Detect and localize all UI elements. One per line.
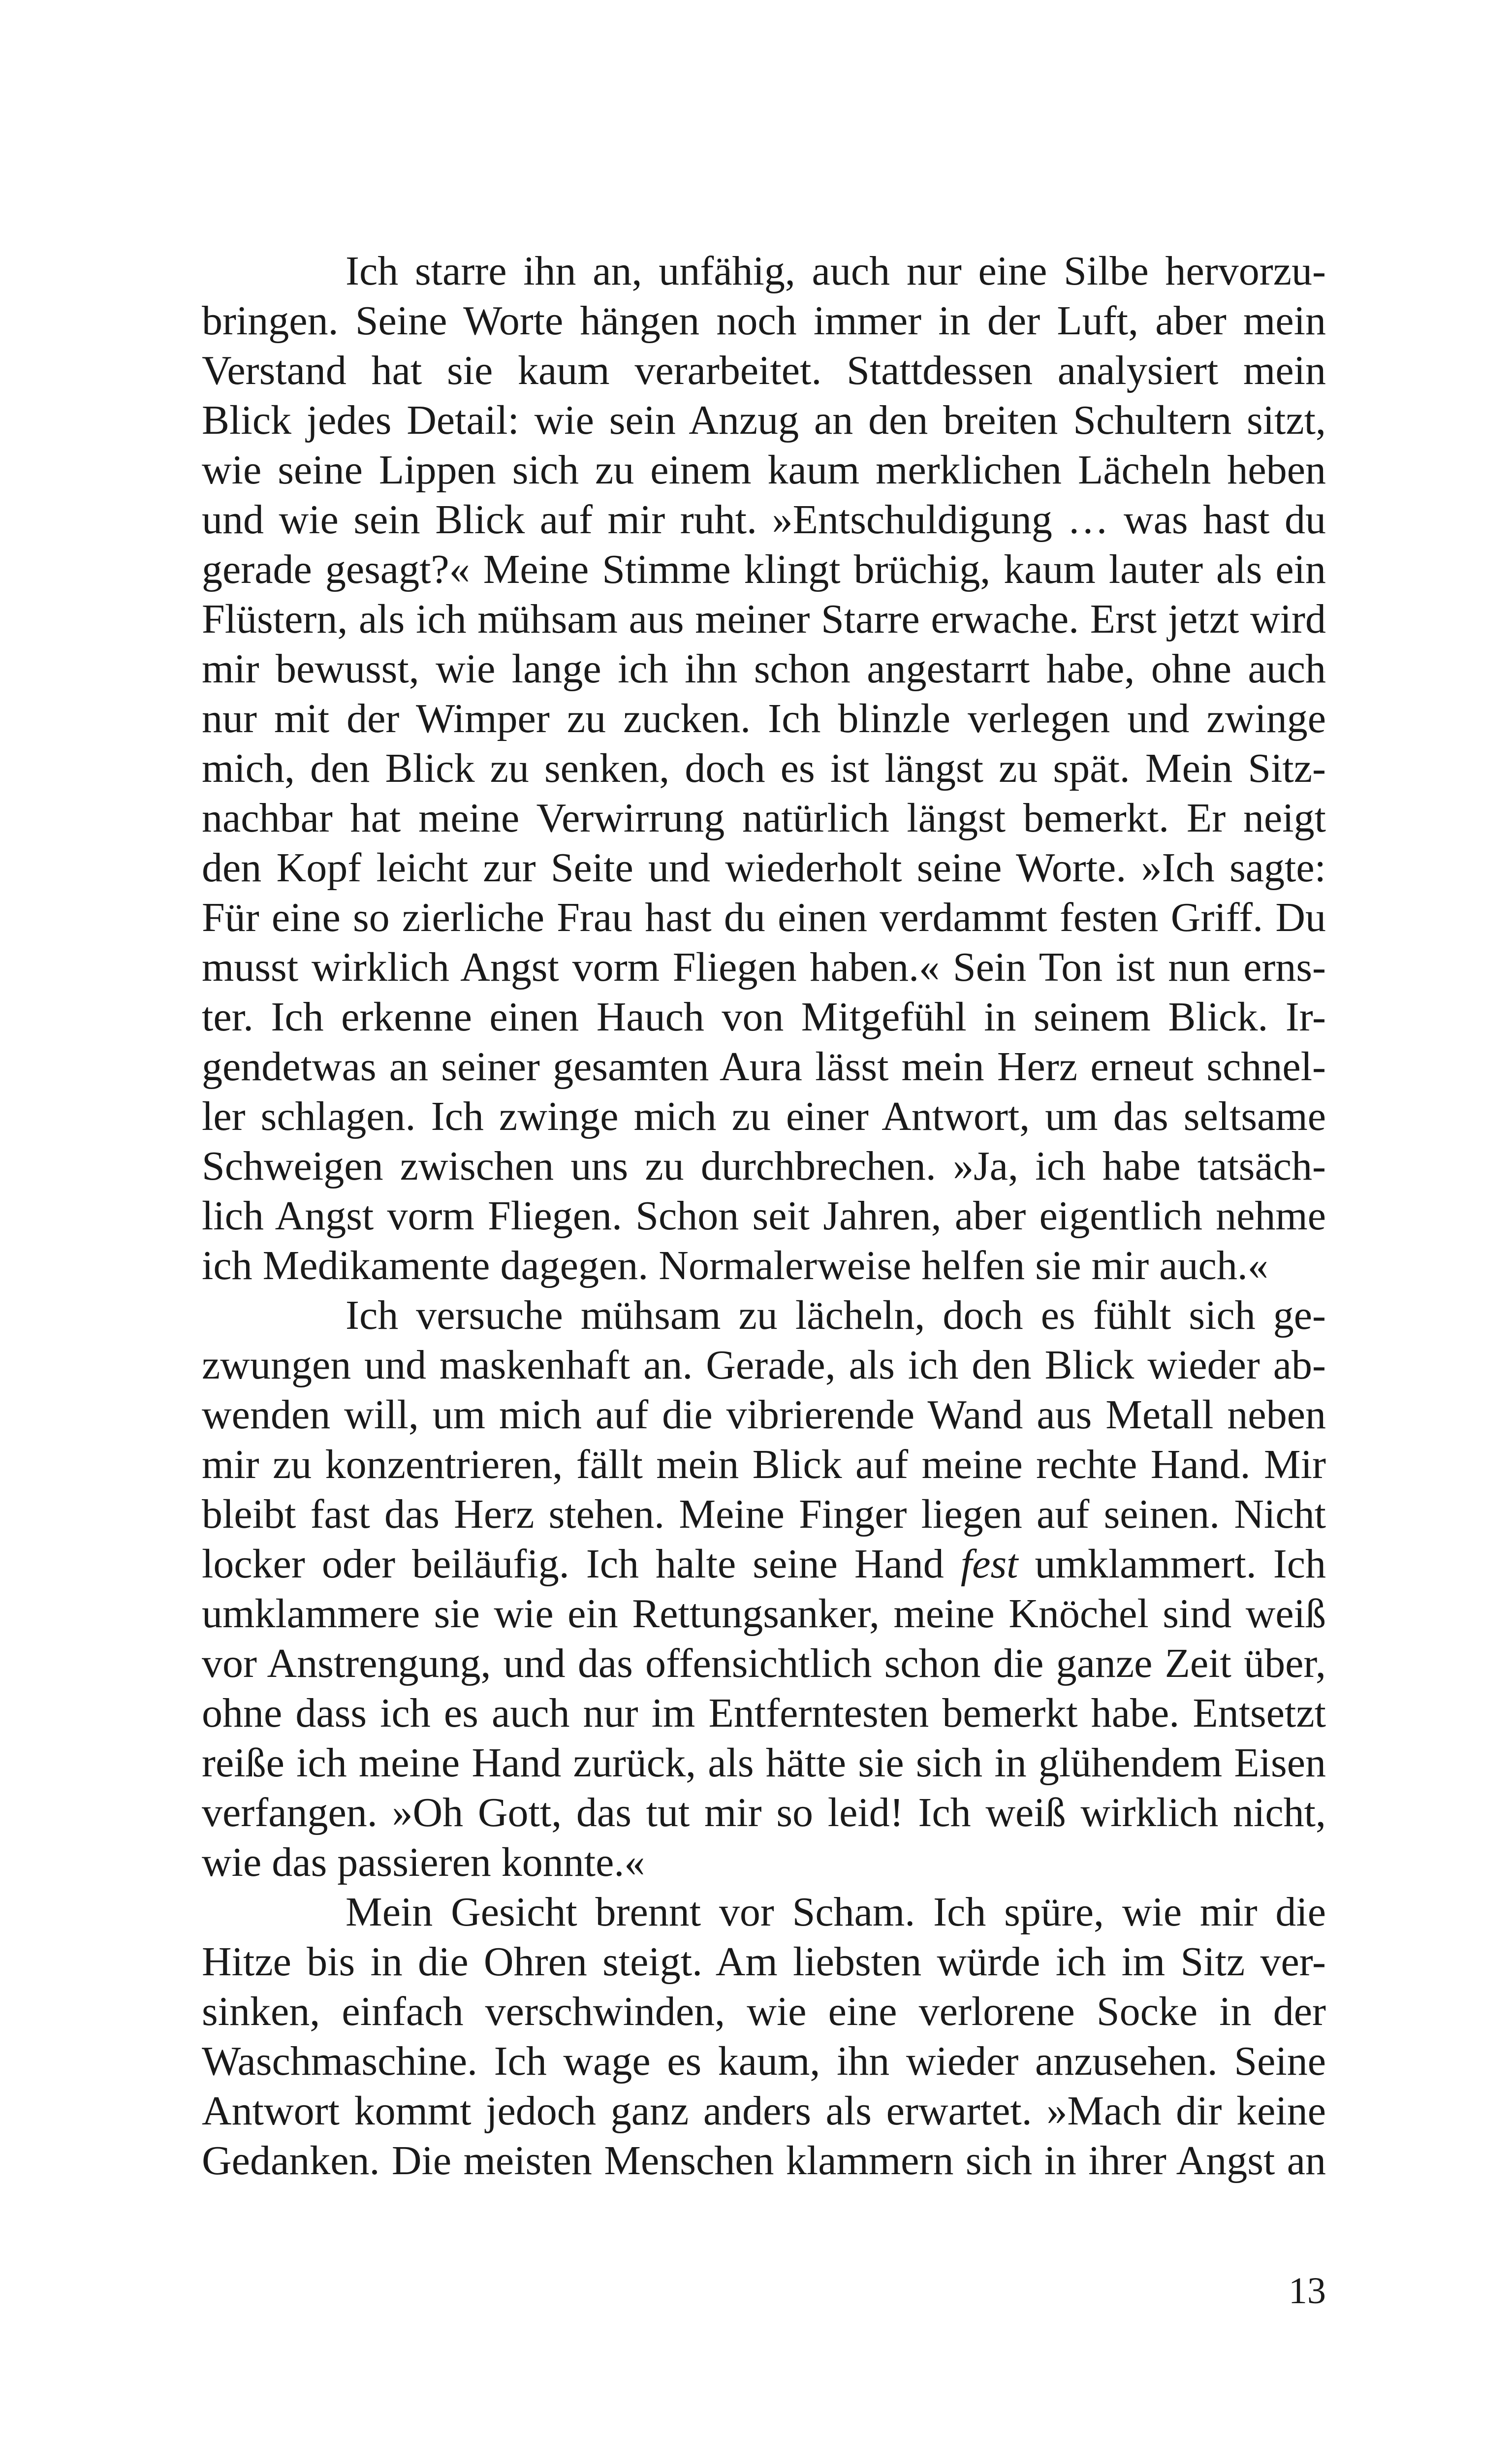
text-line: wie seine Lippen sich zu einem kaum merklichen Lächeln heben xyxy=(202,447,1326,493)
text-line: Antwort kommt jedoch ganz anders als erwartet. »Mach dir keine xyxy=(202,2088,1326,2134)
text-line: sinken, einfach verschwinden, wie eine verlorene Socke in der xyxy=(202,1989,1326,2034)
text-line: nur mit der Wimper zu zucken. Ich blinzle verlegen und zwinge xyxy=(202,696,1326,741)
emphasized-word: fest xyxy=(960,1541,1018,1587)
text-line: zwungen und maskenhaft an. Gerade, als ich den Blick wieder ab- xyxy=(202,1342,1326,1388)
text-line: Schweigen zwischen uns zu durchbrechen. »Ja, ich habe tatsäch- xyxy=(202,1143,1326,1189)
text-line: mich, den Blick zu senken, doch es ist längst zu spät. Mein Sitz- xyxy=(202,745,1326,791)
text-line: Ich versuche mühsam zu lächeln, doch es fühlt sich ge- xyxy=(346,1292,1326,1338)
text-line: umklammere sie wie ein Rettungsanker, meine Knöchel sind weiß xyxy=(202,1591,1326,1637)
text-line: gerade gesagt?« Meine Stimme klingt brüchig, kaum lauter als ein xyxy=(202,546,1326,592)
text-line: wie das passieren konnte.« xyxy=(202,1839,645,1885)
text-line: mir bewusst, wie lange ich ihn schon angestarrt habe, ohne auch xyxy=(202,646,1326,692)
text-line: bringen. Seine Worte hängen noch immer in der Luft, aber mein xyxy=(202,298,1326,344)
text-line: musst wirklich Angst vorm Fliegen haben.« Sein Ton ist nun erns- xyxy=(202,944,1326,990)
text-line: Blick jedes Detail: wie sein Anzug an den breiten Schultern sitzt, xyxy=(202,397,1326,443)
text-line: bleibt fast das Herz stehen. Meine Finger liegen auf seinen. Nicht xyxy=(202,1491,1326,1537)
page-number: 13 xyxy=(1289,2270,1326,2312)
text-line: Gedanken. Die meisten Menschen klammern sich in ihrer Angst an xyxy=(202,2138,1326,2184)
text-line: ler schlagen. Ich zwinge mich zu einer Antwort, um das seltsame xyxy=(202,1093,1326,1139)
text-line: Waschmaschine. Ich wage es kaum, ihn wieder anzusehen. Seine xyxy=(202,2038,1326,2084)
text-line: Verstand hat sie kaum verarbeitet. Stattdessen analysiert mein xyxy=(202,348,1326,393)
text-line: reiße ich meine Hand zurück, als hätte sie sich in glühendem Eisen xyxy=(202,1740,1326,1786)
text-line: lich Angst vorm Fliegen. Schon seit Jahren, aber eigentlich nehme xyxy=(202,1193,1326,1239)
text-line: ich Medikamente dagegen. Normalerweise helfen sie mir auch.« xyxy=(202,1243,1268,1288)
text-line: ter. Ich erkenne einen Hauch von Mitgefühl in seinem Blick. Ir- xyxy=(202,994,1326,1040)
text-line: mir zu konzentrieren, fällt mein Blick auf meine rechte Hand. Mir xyxy=(202,1442,1326,1487)
text-segment: locker oder beiläufig. Ich halte seine Hand xyxy=(202,1541,961,1587)
text-line: vor Anstrengung, und das offensichtlich schon die ganze Zeit über, xyxy=(202,1640,1326,1686)
text-line: den Kopf leicht zur Seite und wiederholt seine Worte. »Ich sagte: xyxy=(202,845,1326,891)
text-line: wenden will, um mich auf die vibrierende Wand aus Metall neben xyxy=(202,1392,1326,1438)
text-line xyxy=(202,1539,1326,1589)
text-line: nachbar hat meine Verwirrung natürlich längst bemerkt. Er neigt xyxy=(202,795,1326,841)
body-text xyxy=(202,246,1326,2186)
text-line: Ich starre ihn an, unfähig, auch nur eine Silbe hervorzu- xyxy=(346,248,1326,294)
text-line: Flüstern, als ich mühsam aus meiner Starre erwache. Erst jetzt wird xyxy=(202,596,1326,642)
text-line: Hitze bis in die Ohren steigt. Am liebsten würde ich im Sitz ver- xyxy=(202,1939,1326,1985)
text-line: Mein Gesicht brennt vor Scham. Ich spüre, wie mir die xyxy=(346,1889,1326,1935)
text-line: und wie sein Blick auf mir ruht. »Entschuldigung … was hast du xyxy=(202,497,1326,543)
text-line: verfangen. »Oh Gott, das tut mir so leid! Ich weiß wirklich nicht, xyxy=(202,1790,1326,1835)
text-line: gendetwas an seiner gesamten Aura lässt mein Herz erneut schnel- xyxy=(202,1044,1326,1090)
text-line: Für eine so zierliche Frau hast du einen verdammt festen Griff. Du xyxy=(202,895,1326,940)
text-line: ohne dass ich es auch nur im Entferntesten bemerkt habe. Entsetzt xyxy=(202,1690,1326,1736)
text-segment: umklammert. Ich xyxy=(1018,1541,1326,1587)
